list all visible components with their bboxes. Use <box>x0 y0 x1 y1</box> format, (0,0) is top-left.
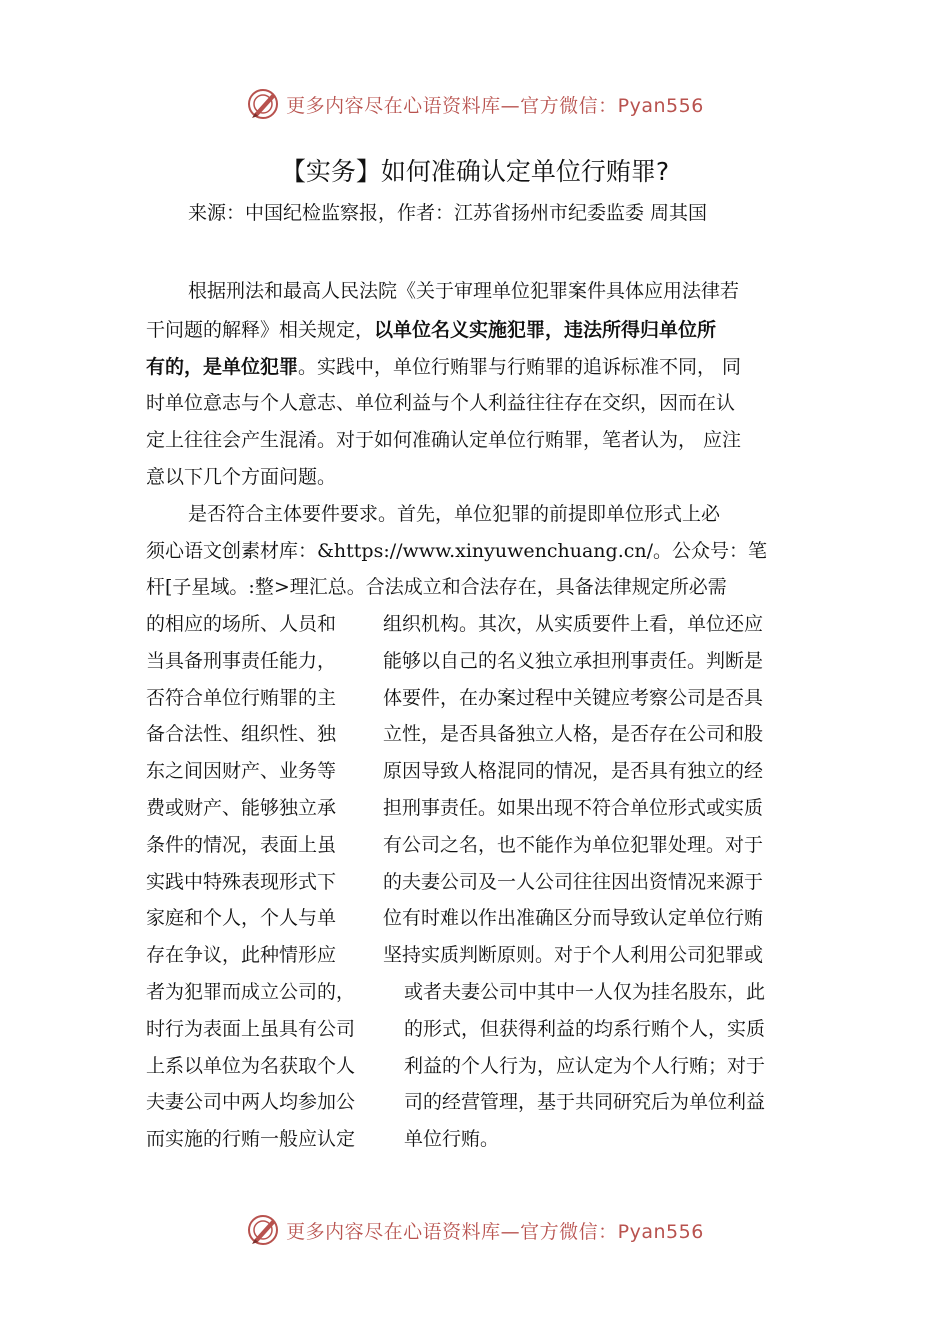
left-column-text: 实践中特殊表现形式下 <box>146 871 337 893</box>
left-column-text: 否符合单位行贿罪的主 <box>146 687 337 709</box>
left-column-text: 存在争议，此种情形应 <box>146 944 337 966</box>
left-column-text: 家庭和个人，个人与单 <box>146 907 337 929</box>
right-column-text: 组织机构。其次，从实质要件上看，单位还应 <box>383 613 764 635</box>
right-column-text: 司的经营管理，基于共同研究后为单位利益 <box>404 1091 766 1113</box>
paragraph-line: 定上往往会产生混淆。对于如何准确认定单位行贿罪，笔者认为， 应注 <box>146 429 742 451</box>
left-column-text: 费或财产、能够独立承 <box>146 797 337 819</box>
right-column-text: 的夫妻公司及一人公司往往因出资情况来源于 <box>383 871 764 893</box>
paragraph-line <box>146 977 766 1003</box>
right-column-text: 担刑事责任。如果出现不符合单位形式或实质 <box>383 797 764 819</box>
banner-text: 更多内容尽在心语资料库—官方微信：Pyan556 <box>286 94 704 117</box>
banner-text: 更多内容尽在心语资料库—官方微信：Pyan556 <box>286 1220 704 1243</box>
left-column-text: 的相应的场所、人员和 <box>146 613 337 635</box>
right-column-text: 利益的个人行为，应认定为个人行贿；对于 <box>404 1055 766 1077</box>
paragraph-line <box>146 1051 766 1077</box>
right-column-text: 有公司之名，也不能作为单位犯罪处理。对于 <box>383 834 764 856</box>
left-column-text: 东之间因财产、业务等 <box>146 760 337 782</box>
left-column-text: 者为犯罪而成立公司的， <box>146 981 356 1003</box>
article-source: 来源：中国纪检监察报，作者：江苏省扬州市纪委监委 周其国 <box>188 202 708 224</box>
line-text: 。实践中，单位行贿罪与行贿罪的追诉标准不同， 同 <box>298 356 742 378</box>
right-column-text: 位有时难以作出准确区分而导致认定单位行贿 <box>383 907 764 929</box>
right-column-text: 原因导致人格混同的情况，是否具有独立的经 <box>383 760 764 782</box>
paragraph-line: 杆[子星域。:整>理汇总。合法成立和合法存在，具备法律规定所必需 <box>146 576 727 598</box>
paragraph-line <box>146 940 764 966</box>
paragraph-line: 意以下几个方面问题。 <box>146 466 337 488</box>
paragraph-line: 是否符合主体要件要求。首先，单位犯罪的前提即单位形式上必 <box>188 503 721 525</box>
line-text: 干问题的解释》相关规定， <box>146 319 375 341</box>
paragraph-line: 时单位意志与个人意志、单位利益与个人利益往往存在交织，因而在认 <box>146 392 736 414</box>
article-title: 【实务】如何准确认定单位行贿罪? <box>280 157 670 186</box>
left-column-text: 而实施的行贿一般应认定 <box>146 1128 356 1150</box>
bold-text: 有的，是单位犯罪 <box>146 356 299 378</box>
header-banner <box>0 84 950 124</box>
paragraph-line <box>146 903 764 929</box>
paragraph-line <box>146 646 764 672</box>
right-column-text: 的形式，但获得利益的均系行贿个人，实质 <box>404 1018 766 1040</box>
paragraph-line <box>146 1124 500 1150</box>
footer-banner <box>0 1210 950 1250</box>
paragraph-line: 须心语文创素材库：&https://www.xinyuwenchuang.cn/。公众号：笔 <box>146 540 768 562</box>
right-column-text: 单位行贿。 <box>404 1128 500 1150</box>
right-column-text: 坚持实质判断原则。对于个人利用公司犯罪或 <box>383 944 764 966</box>
left-column-text: 夫妻公司中两人均参加公 <box>146 1091 356 1113</box>
pen-logo-icon <box>246 87 280 121</box>
right-column-text: 能够以自己的名义独立承担刑事责任。判断是 <box>383 650 764 672</box>
right-column-text: 或者夫妻公司中其中一人仅为挂名股东，此 <box>404 981 766 1003</box>
paragraph-line <box>146 830 764 856</box>
paragraph-line <box>146 352 741 378</box>
paragraph-line <box>146 793 764 819</box>
right-column-text: 体要件，在办案过程中关键应考察公司是否具 <box>383 687 764 709</box>
paragraph-line <box>146 315 716 341</box>
left-column-text: 时行为表面上虽具有公司 <box>146 1018 356 1040</box>
left-column-text: 当具备刑事责任能力， <box>146 650 337 672</box>
left-column-text: 备合法性、组织性、独 <box>146 723 337 745</box>
bold-text: 以单位名义实施犯罪，违法所得归单位所 <box>374 319 717 341</box>
paragraph-line <box>146 719 764 745</box>
paragraph-line <box>146 609 764 635</box>
paragraph-line <box>146 1014 766 1040</box>
paragraph-line: 根据刑法和最高人民法院《关于审理单位犯罪案件具体应用法律若 <box>188 280 740 302</box>
left-column-text: 条件的情况，表面上虽 <box>146 834 337 856</box>
right-column-text: 立性，是否具备独立人格，是否存在公司和股 <box>383 723 764 745</box>
left-column-text: 上系以单位为名获取个人 <box>146 1055 356 1077</box>
paragraph-line <box>146 1087 766 1113</box>
pen-logo-icon <box>246 1213 280 1247</box>
paragraph-line <box>146 683 764 709</box>
paragraph-line <box>146 756 764 782</box>
paragraph-line <box>146 867 764 893</box>
